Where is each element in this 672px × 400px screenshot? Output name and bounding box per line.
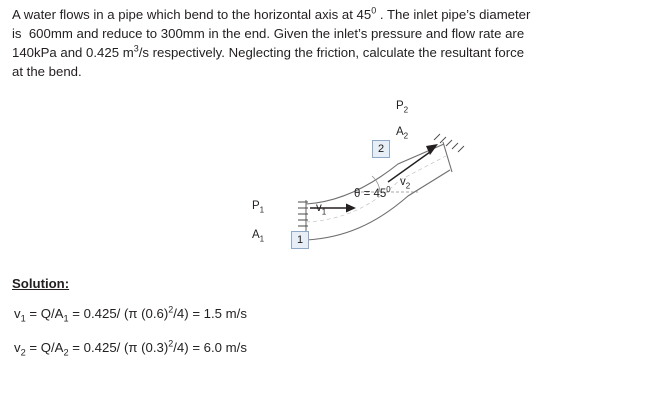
label-a2-sub: 2 (403, 131, 409, 141)
outlet-velocity-arrow (388, 144, 438, 182)
label-angle-sup: 0 (386, 185, 391, 195)
problem-line-2: is 600mm and reduce to 300mm in the end. Given the inlet’s pressure and flow rate are (12, 26, 525, 41)
section-marker-2: 2 (372, 140, 390, 158)
pipe-lower-wall (306, 170, 450, 240)
eq2-mid: = 0.425/ (π (0.3) (68, 340, 169, 355)
label-v2 (400, 176, 411, 191)
eq2-body: = Q/A (25, 340, 64, 355)
eq1-exp: 2 (168, 304, 174, 315)
label-angle (354, 185, 391, 200)
solution-title: Solution: (12, 276, 70, 291)
eq1-var: v (14, 306, 21, 321)
problem-line-3-tail: /s respectively. Neglecting the friction, calculate the resultant force (138, 45, 525, 60)
label-a1-text: A (252, 229, 260, 241)
eq1-mid: = 0.425/ (π (0.6) (68, 306, 169, 321)
label-v1 (316, 202, 327, 217)
label-v2-text: v (400, 176, 406, 188)
problem-line-1 (12, 5, 662, 24)
section-marker-1: 1 (291, 231, 309, 249)
eq2-var-sub: 2 (20, 347, 26, 358)
problem-line-3 (12, 43, 662, 62)
problem-line-1-tail: . The inlet pipe’s diameter (376, 7, 531, 22)
eq1-body: = Q/A (25, 306, 64, 321)
label-a1 (252, 229, 265, 244)
eq2-tail: /4) = 6.0 m/s (173, 340, 247, 355)
eq2-exp: 2 (168, 338, 174, 349)
problem-line-1-text: A water flows in a pipe which bend to the horizontal axis at 45 (12, 7, 372, 22)
problem-line-3-head: 140kPa and 0.425 m (12, 45, 134, 60)
label-a2 (396, 126, 409, 141)
label-p2 (396, 100, 409, 115)
label-v2-sub: 2 (405, 181, 411, 191)
cubic-superscript: 3 (133, 43, 139, 54)
eq2-var: v (14, 340, 21, 355)
eq1-body-sub: 1 (63, 313, 69, 324)
equation-v2 (14, 338, 247, 358)
eq2-body-sub: 2 (63, 347, 69, 358)
eq1-tail: /4) = 1.5 m/s (173, 306, 247, 321)
label-p1-text: P (252, 200, 260, 212)
pipe-bend-figure (248, 96, 498, 266)
outlet-pressure-hatching (434, 134, 464, 152)
label-v1-sub: 1 (321, 207, 327, 217)
label-p1-sub: 1 (259, 205, 265, 215)
eq1-var-sub: 1 (20, 313, 26, 324)
figure-drawing (248, 96, 498, 266)
label-a1-sub: 1 (259, 234, 265, 244)
label-a2-text: A (396, 126, 404, 138)
label-p2-text: P (396, 100, 404, 112)
label-p1 (252, 200, 265, 215)
equation-v1 (14, 304, 247, 324)
solution-heading (12, 276, 69, 291)
problem-line-4: at the bend. (12, 64, 82, 79)
problem-statement (12, 5, 662, 81)
label-v1-text: v (316, 202, 322, 214)
label-p2-sub: 2 (403, 105, 409, 115)
label-angle-text: θ = 45 (354, 188, 387, 200)
degree-superscript-1: 0 (371, 5, 377, 16)
